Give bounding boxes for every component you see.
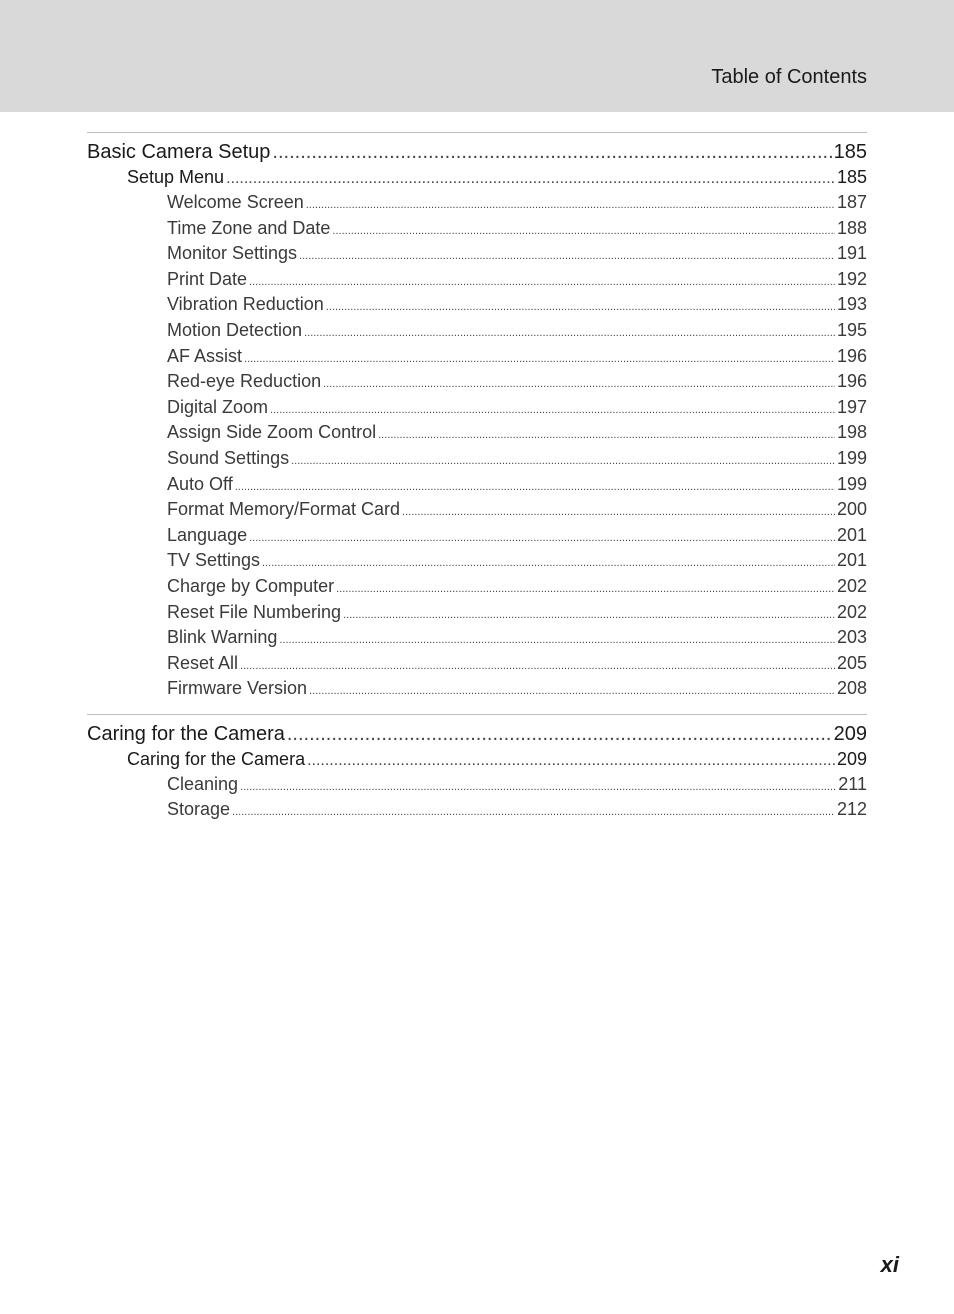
header-title: Table of Contents <box>711 66 867 88</box>
toc-item-entry[interactable] <box>87 267 867 293</box>
toc-leader-dots <box>240 775 836 801</box>
toc-section-entry[interactable] <box>87 139 867 165</box>
toc-item-title: Language <box>167 524 248 545</box>
toc-page-number: 197 <box>836 396 867 417</box>
toc-leader-dots <box>249 526 835 552</box>
toc-leader-dots <box>262 551 835 577</box>
toc-item-entry[interactable] <box>87 625 867 651</box>
toc-item-title: Monitor Settings <box>167 243 298 264</box>
toc-leader-dots <box>249 270 835 296</box>
toc-item-entry[interactable] <box>87 420 867 446</box>
toc-item-entry[interactable] <box>87 548 867 574</box>
toc-item-title: Print Date <box>167 268 248 289</box>
toc-page-number: 212 <box>836 799 867 820</box>
header-band <box>0 0 954 112</box>
toc-leader-dots <box>232 800 835 826</box>
toc-page-number: 195 <box>836 319 867 340</box>
toc-page-number: 185 <box>836 167 867 187</box>
toc-page-number: 201 <box>836 550 867 571</box>
toc-section-title: Basic Camera Setup <box>87 141 271 163</box>
toc-item-entry[interactable] <box>87 369 867 395</box>
toc-item-entry[interactable] <box>87 797 867 823</box>
toc-page-number: 191 <box>836 243 867 264</box>
toc-page-number: 199 <box>836 447 867 468</box>
toc-subsection-title: Setup Menu <box>127 167 225 187</box>
toc-leader-dots <box>326 295 835 321</box>
toc-page-number: 192 <box>836 268 867 289</box>
toc-item-entry[interactable] <box>87 395 867 421</box>
toc-item-title: Reset All <box>167 652 239 673</box>
toc-item-entry[interactable] <box>87 497 867 523</box>
toc-item-entry[interactable] <box>87 472 867 498</box>
toc-item-title: Time Zone and Date <box>167 217 331 238</box>
toc-leader-dots <box>299 244 835 270</box>
toc-leader-dots <box>306 193 835 219</box>
toc-item-entry[interactable] <box>87 292 867 318</box>
toc-item-title: Firmware Version <box>167 678 308 699</box>
table-of-contents <box>87 132 867 823</box>
toc-item-entry[interactable] <box>87 446 867 472</box>
toc-leader-dots <box>402 500 835 526</box>
toc-item-title: Sound Settings <box>167 447 290 468</box>
toc-leader-dots <box>343 603 835 629</box>
toc-item-title: Auto Off <box>167 473 233 494</box>
toc-leader-dots <box>307 748 835 773</box>
toc-leader-dots <box>279 628 835 654</box>
toc-item-entry[interactable] <box>87 676 867 702</box>
toc-page-number: 188 <box>836 217 867 238</box>
toc-item-entry[interactable] <box>87 772 867 798</box>
toc-item-title: Charge by Computer <box>167 575 335 596</box>
toc-item-entry[interactable] <box>87 241 867 267</box>
toc-item-title: Red-eye Reduction <box>167 371 322 392</box>
toc-page-number: 209 <box>833 722 867 745</box>
toc-page-number: 185 <box>833 141 867 163</box>
toc-item-title: Welcome Screen <box>167 192 304 212</box>
toc-page-number: 211 <box>838 773 867 794</box>
toc-item-entry[interactable] <box>87 523 867 549</box>
toc-leader-dots <box>309 679 835 705</box>
toc-leader-dots <box>323 372 835 398</box>
toc-page-number: 193 <box>836 294 867 315</box>
toc-item-entry[interactable] <box>87 344 867 370</box>
toc-subsection-entry[interactable] <box>87 165 867 190</box>
toc-item-title: Digital Zoom <box>167 396 269 417</box>
toc-item-entry[interactable] <box>87 600 867 626</box>
toc-page-number: 199 <box>836 473 867 494</box>
toc-page-number: 202 <box>836 601 867 622</box>
toc-section-basic-camera-setup <box>87 132 867 702</box>
toc-page-number: 196 <box>836 371 867 392</box>
toc-item-entry[interactable] <box>87 574 867 600</box>
toc-leader-dots <box>240 654 835 680</box>
toc-page-number: 187 <box>836 192 867 212</box>
toc-item-title: Cleaning <box>167 773 239 794</box>
toc-page-number: 203 <box>836 627 867 648</box>
toc-section-title: Caring for the Camera <box>87 722 285 745</box>
toc-page-number: 202 <box>836 575 867 596</box>
toc-leader-dots <box>336 577 835 603</box>
toc-leader-dots <box>244 347 835 373</box>
toc-item-title: Blink Warning <box>167 627 278 648</box>
toc-leader-dots <box>291 449 835 475</box>
toc-leader-dots <box>287 721 832 747</box>
toc-item-entry[interactable] <box>87 651 867 677</box>
toc-page-number: 209 <box>836 748 867 769</box>
toc-page-number: 205 <box>836 652 867 673</box>
toc-leader-dots <box>378 423 835 449</box>
toc-subsection-title: Caring for the Camera <box>127 748 306 769</box>
toc-item-title: Assign Side Zoom Control <box>167 422 377 443</box>
footer-page-number: xi <box>880 1252 899 1277</box>
toc-leader-dots <box>226 166 835 191</box>
toc-item-entry[interactable] <box>87 216 867 242</box>
toc-page-number: 201 <box>836 524 867 545</box>
toc-item-title: TV Settings <box>167 550 261 571</box>
toc-item-title: Storage <box>167 799 231 820</box>
toc-section-caring-for-the-camera <box>87 714 867 823</box>
toc-page-number: 208 <box>836 678 867 699</box>
toc-item-title: Motion Detection <box>167 319 303 340</box>
toc-item-title: Format Memory/Format Card <box>167 499 401 520</box>
toc-item-entry[interactable] <box>87 318 867 344</box>
toc-item-title: Vibration Reduction <box>167 294 324 315</box>
toc-item-entry[interactable] <box>87 190 867 216</box>
toc-item-title: AF Assist <box>167 345 243 366</box>
toc-leader-dots <box>332 219 835 245</box>
toc-leader-dots <box>304 321 835 347</box>
toc-page-number: 198 <box>836 422 867 443</box>
toc-page-number: 200 <box>836 499 867 520</box>
toc-item-title: Reset File Numbering <box>167 601 342 622</box>
toc-page-number: 196 <box>836 345 867 366</box>
toc-leader-dots <box>272 139 831 165</box>
toc-subsection-entry[interactable] <box>87 747 867 772</box>
toc-section-entry[interactable] <box>87 721 867 747</box>
